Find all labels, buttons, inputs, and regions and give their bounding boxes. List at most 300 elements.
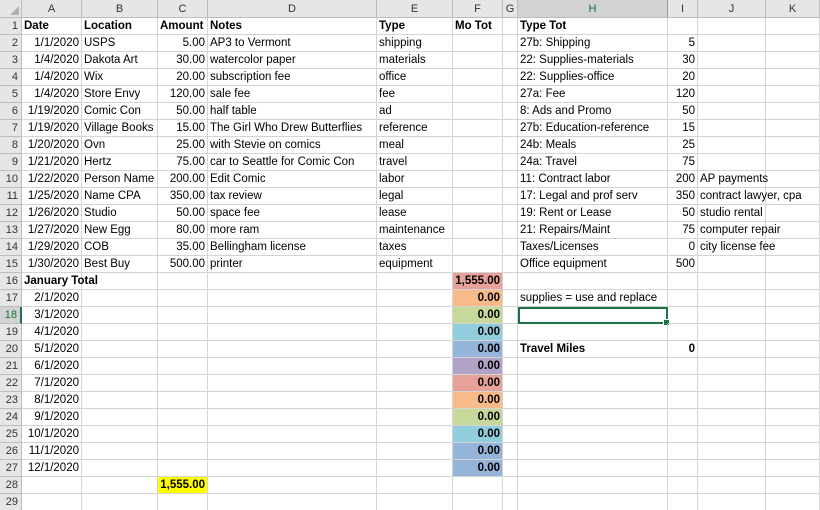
cell-i10[interactable]: 200: [668, 171, 698, 188]
cell-c14[interactable]: 35.00: [158, 239, 208, 256]
cell-j1[interactable]: [698, 18, 766, 35]
cell-c24[interactable]: [158, 409, 208, 426]
cell-g27[interactable]: [503, 460, 518, 477]
cell-d5[interactable]: sale fee: [208, 86, 377, 103]
cell-j25[interactable]: [698, 426, 766, 443]
cell-b14[interactable]: COB: [82, 239, 158, 256]
row-header-29[interactable]: 29: [0, 494, 22, 510]
cell-a10[interactable]: 1/22/2020: [22, 171, 82, 188]
cell-i29[interactable]: [668, 494, 698, 510]
row-header-5[interactable]: 5: [0, 86, 22, 103]
cell-k24[interactable]: [766, 409, 820, 426]
cell-k27[interactable]: [766, 460, 820, 477]
cell-e8[interactable]: meal: [377, 137, 453, 154]
cell-f23[interactable]: 0.00: [453, 392, 503, 409]
cell-a8[interactable]: 1/20/2020: [22, 137, 82, 154]
cell-g8[interactable]: [503, 137, 518, 154]
cell-f11[interactable]: [453, 188, 503, 205]
cell-c10[interactable]: 200.00: [158, 171, 208, 188]
cell-g13[interactable]: [503, 222, 518, 239]
cell-b26[interactable]: [82, 443, 158, 460]
cell-e23[interactable]: [377, 392, 453, 409]
cell-d4[interactable]: subscription fee: [208, 69, 377, 86]
cell-e4[interactable]: office: [377, 69, 453, 86]
cell-e19[interactable]: [377, 324, 453, 341]
cell-g4[interactable]: [503, 69, 518, 86]
cell-a25[interactable]: 10/1/2020: [22, 426, 82, 443]
cell-k28[interactable]: [766, 477, 820, 494]
cell-d26[interactable]: [208, 443, 377, 460]
cell-e2[interactable]: shipping: [377, 35, 453, 52]
column-header-a[interactable]: A: [22, 0, 82, 18]
column-header-d[interactable]: D: [208, 0, 377, 18]
cell-a5[interactable]: 1/4/2020: [22, 86, 82, 103]
row-header-10[interactable]: 10: [0, 171, 22, 188]
cell-e13[interactable]: maintenance: [377, 222, 453, 239]
cell-f19[interactable]: 0.00: [453, 324, 503, 341]
cell-j29[interactable]: [698, 494, 766, 510]
cell-k20[interactable]: [766, 341, 820, 358]
cell-h26[interactable]: [518, 443, 668, 460]
cell-d14[interactable]: Bellingham license: [208, 239, 377, 256]
cell-c2[interactable]: 5.00: [158, 35, 208, 52]
cell-i14[interactable]: 0: [668, 239, 698, 256]
cell-f15[interactable]: [453, 256, 503, 273]
cell-d11[interactable]: tax review: [208, 188, 377, 205]
cell-e27[interactable]: [377, 460, 453, 477]
cell-c27[interactable]: [158, 460, 208, 477]
cell-i12[interactable]: 50: [668, 205, 698, 222]
cell-j20[interactable]: [698, 341, 766, 358]
column-header-f[interactable]: F: [453, 0, 503, 18]
cell-f24[interactable]: 0.00: [453, 409, 503, 426]
cell-d13[interactable]: more ram: [208, 222, 377, 239]
cell-d7[interactable]: The Girl Who Drew Butterflies: [208, 120, 377, 137]
cell-k1[interactable]: [766, 18, 820, 35]
cell-k23[interactable]: [766, 392, 820, 409]
row-header-18[interactable]: 18: [0, 307, 22, 324]
cell-f16[interactable]: 1,555.00: [453, 273, 503, 290]
cell-b11[interactable]: Name CPA: [82, 188, 158, 205]
cell-f27[interactable]: 0.00: [453, 460, 503, 477]
cell-b7[interactable]: Village Books: [82, 120, 158, 137]
cell-f29[interactable]: [453, 494, 503, 510]
cell-h1[interactable]: Type Tot: [518, 18, 668, 35]
cell-j28[interactable]: [698, 477, 766, 494]
cell-i28[interactable]: [668, 477, 698, 494]
cell-d6[interactable]: half table: [208, 103, 377, 120]
cell-j17[interactable]: [698, 290, 766, 307]
cell-j8[interactable]: [698, 137, 766, 154]
cell-b8[interactable]: Ovn: [82, 137, 158, 154]
cell-i18[interactable]: [668, 307, 698, 324]
cell-a29[interactable]: [22, 494, 82, 510]
cell-c3[interactable]: 30.00: [158, 52, 208, 69]
cell-i2[interactable]: 5: [668, 35, 698, 52]
cell-i1[interactable]: [668, 18, 698, 35]
cell-k29[interactable]: [766, 494, 820, 510]
cell-d9[interactable]: car to Seattle for Comic Con: [208, 154, 377, 171]
cell-a17[interactable]: 2/1/2020: [22, 290, 82, 307]
cell-h24[interactable]: [518, 409, 668, 426]
column-header-e[interactable]: E: [377, 0, 453, 18]
cell-a16[interactable]: January Total: [22, 273, 82, 290]
cell-a21[interactable]: 6/1/2020: [22, 358, 82, 375]
cell-g29[interactable]: [503, 494, 518, 510]
cell-d1[interactable]: Notes: [208, 18, 377, 35]
cell-i17[interactable]: [668, 290, 698, 307]
cell-b24[interactable]: [82, 409, 158, 426]
cell-a2[interactable]: 1/1/2020: [22, 35, 82, 52]
cell-j11[interactable]: contract lawyer, cpa: [698, 188, 766, 205]
cell-h6[interactable]: 8: Ads and Promo: [518, 103, 668, 120]
cell-i26[interactable]: [668, 443, 698, 460]
cell-b9[interactable]: Hertz: [82, 154, 158, 171]
cell-i24[interactable]: [668, 409, 698, 426]
cell-a24[interactable]: 9/1/2020: [22, 409, 82, 426]
cell-k7[interactable]: [766, 120, 820, 137]
cell-e29[interactable]: [377, 494, 453, 510]
cell-k25[interactable]: [766, 426, 820, 443]
cell-f1[interactable]: Mo Tot: [453, 18, 503, 35]
cell-f5[interactable]: [453, 86, 503, 103]
cell-k13[interactable]: [766, 222, 820, 239]
row-header-9[interactable]: 9: [0, 154, 22, 171]
cell-c22[interactable]: [158, 375, 208, 392]
cell-k21[interactable]: [766, 358, 820, 375]
cell-a18[interactable]: 3/1/2020: [22, 307, 82, 324]
cell-f26[interactable]: 0.00: [453, 443, 503, 460]
cell-b5[interactable]: Store Envy: [82, 86, 158, 103]
cell-a13[interactable]: 1/27/2020: [22, 222, 82, 239]
cell-j2[interactable]: [698, 35, 766, 52]
cell-a1[interactable]: Date: [22, 18, 82, 35]
cell-e9[interactable]: travel: [377, 154, 453, 171]
cell-g9[interactable]: [503, 154, 518, 171]
cell-b19[interactable]: [82, 324, 158, 341]
cell-g15[interactable]: [503, 256, 518, 273]
cell-k15[interactable]: [766, 256, 820, 273]
cell-i23[interactable]: [668, 392, 698, 409]
cell-c4[interactable]: 20.00: [158, 69, 208, 86]
cell-h19[interactable]: [518, 324, 668, 341]
cell-a28[interactable]: [22, 477, 82, 494]
cell-f21[interactable]: 0.00: [453, 358, 503, 375]
cell-b6[interactable]: Comic Con: [82, 103, 158, 120]
cell-i22[interactable]: [668, 375, 698, 392]
cell-f28[interactable]: [453, 477, 503, 494]
cell-j26[interactable]: [698, 443, 766, 460]
cell-k5[interactable]: [766, 86, 820, 103]
cell-i3[interactable]: 30: [668, 52, 698, 69]
cell-b23[interactable]: [82, 392, 158, 409]
row-header-4[interactable]: 4: [0, 69, 22, 86]
cell-j9[interactable]: [698, 154, 766, 171]
cell-e22[interactable]: [377, 375, 453, 392]
cell-e5[interactable]: fee: [377, 86, 453, 103]
cell-i11[interactable]: 350: [668, 188, 698, 205]
cell-g14[interactable]: [503, 239, 518, 256]
cell-f4[interactable]: [453, 69, 503, 86]
row-header-1[interactable]: 1: [0, 18, 22, 35]
cell-k6[interactable]: [766, 103, 820, 120]
cell-i9[interactable]: 75: [668, 154, 698, 171]
cell-b20[interactable]: [82, 341, 158, 358]
row-header-20[interactable]: 20: [0, 341, 22, 358]
cell-g20[interactable]: [503, 341, 518, 358]
cell-c1[interactable]: Amount: [158, 18, 208, 35]
cell-e20[interactable]: [377, 341, 453, 358]
cell-j21[interactable]: [698, 358, 766, 375]
cell-c19[interactable]: [158, 324, 208, 341]
cell-b12[interactable]: Studio: [82, 205, 158, 222]
cell-e12[interactable]: lease: [377, 205, 453, 222]
cell-a26[interactable]: 11/1/2020: [22, 443, 82, 460]
cell-i21[interactable]: [668, 358, 698, 375]
row-header-3[interactable]: 3: [0, 52, 22, 69]
cell-f12[interactable]: [453, 205, 503, 222]
cell-h2[interactable]: 27b: Shipping: [518, 35, 668, 52]
cell-g10[interactable]: [503, 171, 518, 188]
cell-f25[interactable]: 0.00: [453, 426, 503, 443]
cell-h29[interactable]: [518, 494, 668, 510]
cell-a7[interactable]: 1/19/2020: [22, 120, 82, 137]
cell-a6[interactable]: 1/19/2020: [22, 103, 82, 120]
row-header-27[interactable]: 27: [0, 460, 22, 477]
cell-g18[interactable]: [503, 307, 518, 324]
cell-h28[interactable]: [518, 477, 668, 494]
cell-j12[interactable]: studio rental: [698, 205, 766, 222]
cell-h15[interactable]: Office equipment: [518, 256, 668, 273]
cell-c13[interactable]: 80.00: [158, 222, 208, 239]
cell-h10[interactable]: 11: Contract labor: [518, 171, 668, 188]
column-header-b[interactable]: B: [82, 0, 158, 18]
cell-c7[interactable]: 15.00: [158, 120, 208, 137]
cell-h11[interactable]: 17: Legal and prof serv: [518, 188, 668, 205]
cell-e25[interactable]: [377, 426, 453, 443]
cell-k12[interactable]: [766, 205, 820, 222]
cell-d17[interactable]: [208, 290, 377, 307]
cell-f6[interactable]: [453, 103, 503, 120]
cell-b1[interactable]: Location: [82, 18, 158, 35]
cell-i4[interactable]: 20: [668, 69, 698, 86]
cell-c16[interactable]: [158, 273, 208, 290]
cell-k16[interactable]: [766, 273, 820, 290]
cell-k22[interactable]: [766, 375, 820, 392]
cell-a3[interactable]: 1/4/2020: [22, 52, 82, 69]
cell-h27[interactable]: [518, 460, 668, 477]
cell-j3[interactable]: [698, 52, 766, 69]
cell-a4[interactable]: 1/4/2020: [22, 69, 82, 86]
cell-c12[interactable]: 50.00: [158, 205, 208, 222]
cell-f20[interactable]: 0.00: [453, 341, 503, 358]
cell-b28[interactable]: [82, 477, 158, 494]
cell-a11[interactable]: 1/25/2020: [22, 188, 82, 205]
cell-g21[interactable]: [503, 358, 518, 375]
cell-h22[interactable]: [518, 375, 668, 392]
cell-f8[interactable]: [453, 137, 503, 154]
cell-h7[interactable]: 27b: Education-reference: [518, 120, 668, 137]
cell-h4[interactable]: 22: Supplies-office: [518, 69, 668, 86]
cell-f18[interactable]: 0.00: [453, 307, 503, 324]
cell-a19[interactable]: 4/1/2020: [22, 324, 82, 341]
cell-k8[interactable]: [766, 137, 820, 154]
cell-b15[interactable]: Best Buy: [82, 256, 158, 273]
cell-h23[interactable]: [518, 392, 668, 409]
cell-j10[interactable]: AP payments: [698, 171, 766, 188]
cell-b29[interactable]: [82, 494, 158, 510]
cell-d28[interactable]: [208, 477, 377, 494]
cell-i5[interactable]: 120: [668, 86, 698, 103]
cell-c26[interactable]: [158, 443, 208, 460]
cell-j23[interactable]: [698, 392, 766, 409]
cell-j6[interactable]: [698, 103, 766, 120]
cell-d21[interactable]: [208, 358, 377, 375]
cell-i7[interactable]: 15: [668, 120, 698, 137]
cell-h13[interactable]: 21: Repairs/Maint: [518, 222, 668, 239]
column-header-j[interactable]: J: [698, 0, 766, 18]
cell-c15[interactable]: 500.00: [158, 256, 208, 273]
cell-i13[interactable]: 75: [668, 222, 698, 239]
cell-g3[interactable]: [503, 52, 518, 69]
cell-c9[interactable]: 75.00: [158, 154, 208, 171]
cell-f13[interactable]: [453, 222, 503, 239]
cell-a15[interactable]: 1/30/2020: [22, 256, 82, 273]
cell-e17[interactable]: [377, 290, 453, 307]
cell-b25[interactable]: [82, 426, 158, 443]
cell-e11[interactable]: legal: [377, 188, 453, 205]
cell-a22[interactable]: 7/1/2020: [22, 375, 82, 392]
cell-b3[interactable]: Dakota Art: [82, 52, 158, 69]
cell-j7[interactable]: [698, 120, 766, 137]
row-header-16[interactable]: 16: [0, 273, 22, 290]
cell-g23[interactable]: [503, 392, 518, 409]
cell-g12[interactable]: [503, 205, 518, 222]
cell-g28[interactable]: [503, 477, 518, 494]
cell-e15[interactable]: equipment: [377, 256, 453, 273]
cell-d24[interactable]: [208, 409, 377, 426]
cell-d23[interactable]: [208, 392, 377, 409]
row-header-15[interactable]: 15: [0, 256, 22, 273]
cell-b27[interactable]: [82, 460, 158, 477]
cell-e21[interactable]: [377, 358, 453, 375]
cell-c23[interactable]: [158, 392, 208, 409]
row-header-21[interactable]: 21: [0, 358, 22, 375]
cell-k2[interactable]: [766, 35, 820, 52]
cell-e18[interactable]: [377, 307, 453, 324]
cell-j24[interactable]: [698, 409, 766, 426]
cell-i16[interactable]: [668, 273, 698, 290]
cell-f17[interactable]: 0.00: [453, 290, 503, 307]
cell-j22[interactable]: [698, 375, 766, 392]
cell-d25[interactable]: [208, 426, 377, 443]
cell-c25[interactable]: [158, 426, 208, 443]
cell-c29[interactable]: [158, 494, 208, 510]
cell-e24[interactable]: [377, 409, 453, 426]
row-header-6[interactable]: 6: [0, 103, 22, 120]
cell-e6[interactable]: ad: [377, 103, 453, 120]
row-header-22[interactable]: 22: [0, 375, 22, 392]
cell-k14[interactable]: [766, 239, 820, 256]
cell-e28[interactable]: [377, 477, 453, 494]
cell-a14[interactable]: 1/29/2020: [22, 239, 82, 256]
cell-b18[interactable]: [82, 307, 158, 324]
cell-g24[interactable]: [503, 409, 518, 426]
cell-e14[interactable]: taxes: [377, 239, 453, 256]
cell-d27[interactable]: [208, 460, 377, 477]
cell-j14[interactable]: city license fee: [698, 239, 766, 256]
cell-j16[interactable]: [698, 273, 766, 290]
cell-g2[interactable]: [503, 35, 518, 52]
cell-c11[interactable]: 350.00: [158, 188, 208, 205]
cell-a12[interactable]: 1/26/2020: [22, 205, 82, 222]
cell-g11[interactable]: [503, 188, 518, 205]
cell-f14[interactable]: [453, 239, 503, 256]
column-header-i[interactable]: I: [668, 0, 698, 18]
cell-d16[interactable]: [208, 273, 377, 290]
row-header-11[interactable]: 11: [0, 188, 22, 205]
cell-d8[interactable]: with Stevie on comics: [208, 137, 377, 154]
cell-e7[interactable]: reference: [377, 120, 453, 137]
row-header-2[interactable]: 2: [0, 35, 22, 52]
cell-f3[interactable]: [453, 52, 503, 69]
cell-g7[interactable]: [503, 120, 518, 137]
cell-f9[interactable]: [453, 154, 503, 171]
cell-i25[interactable]: [668, 426, 698, 443]
cell-j27[interactable]: [698, 460, 766, 477]
cell-k4[interactable]: [766, 69, 820, 86]
row-header-14[interactable]: 14: [0, 239, 22, 256]
cell-j4[interactable]: [698, 69, 766, 86]
cell-e26[interactable]: [377, 443, 453, 460]
row-header-19[interactable]: 19: [0, 324, 22, 341]
cell-k10[interactable]: [766, 171, 820, 188]
cell-k19[interactable]: [766, 324, 820, 341]
cell-b10[interactable]: Person Name: [82, 171, 158, 188]
cell-j13[interactable]: computer repair: [698, 222, 766, 239]
cell-h9[interactable]: 24a: Travel: [518, 154, 668, 171]
cell-g16[interactable]: [503, 273, 518, 290]
row-header-28[interactable]: 28: [0, 477, 22, 494]
cell-i8[interactable]: 25: [668, 137, 698, 154]
cell-b21[interactable]: [82, 358, 158, 375]
cell-g26[interactable]: [503, 443, 518, 460]
cell-j5[interactable]: [698, 86, 766, 103]
column-header-k[interactable]: K: [766, 0, 820, 18]
cell-d20[interactable]: [208, 341, 377, 358]
cell-d18[interactable]: [208, 307, 377, 324]
cell-b22[interactable]: [82, 375, 158, 392]
cell-b17[interactable]: [82, 290, 158, 307]
cell-f7[interactable]: [453, 120, 503, 137]
cell-k3[interactable]: [766, 52, 820, 69]
row-header-13[interactable]: 13: [0, 222, 22, 239]
cell-g22[interactable]: [503, 375, 518, 392]
cell-a27[interactable]: 12/1/2020: [22, 460, 82, 477]
cell-d19[interactable]: [208, 324, 377, 341]
cell-h17[interactable]: supplies = use and replace: [518, 290, 668, 307]
cell-h18[interactable]: [518, 307, 668, 324]
cell-d29[interactable]: [208, 494, 377, 510]
cell-k18[interactable]: [766, 307, 820, 324]
cell-h12[interactable]: 19: Rent or Lease: [518, 205, 668, 222]
cell-h3[interactable]: 22: Supplies-materials: [518, 52, 668, 69]
cell-c8[interactable]: 25.00: [158, 137, 208, 154]
row-header-8[interactable]: 8: [0, 137, 22, 154]
cell-d15[interactable]: printer: [208, 256, 377, 273]
cell-g17[interactable]: [503, 290, 518, 307]
cell-g1[interactable]: [503, 18, 518, 35]
